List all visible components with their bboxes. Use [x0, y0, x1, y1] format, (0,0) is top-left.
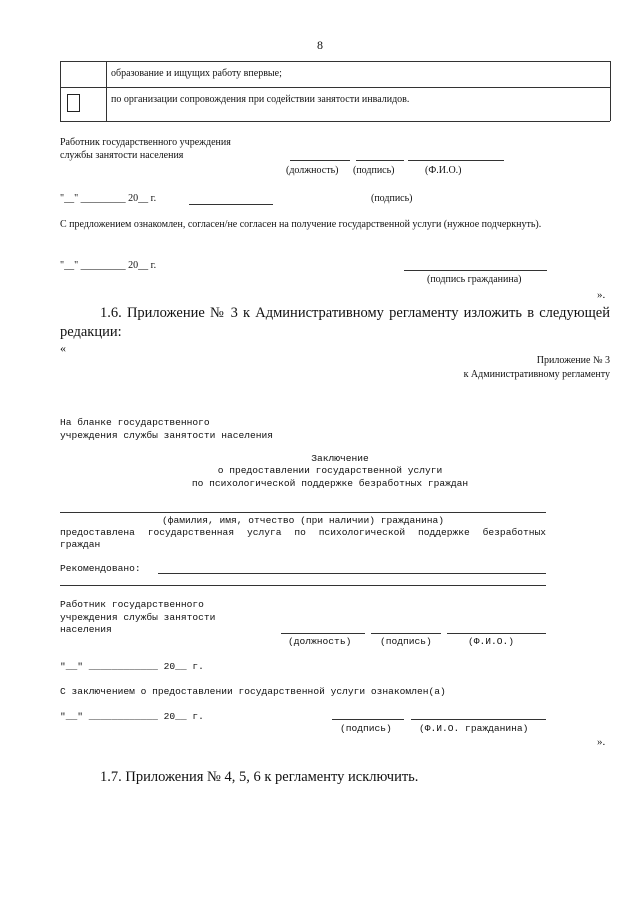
caption-signature: (подпись)	[380, 636, 432, 647]
caption-signature: (подпись)	[371, 193, 413, 204]
signature-line	[332, 719, 404, 720]
fio-line	[408, 160, 504, 161]
recommendation-line	[158, 573, 546, 574]
paragraph-1-7: 1.7. Приложения № 4, 5, 6 к регламенту исключить.	[100, 769, 419, 785]
acquainted-text: С заключением о предоставлении государственной услуги ознакомлен(а)	[60, 686, 446, 697]
worker-label: Работник государственного	[60, 599, 204, 610]
appendix-number: Приложение № 3	[536, 355, 610, 366]
signature-line	[356, 160, 404, 161]
opening-quote: «	[60, 341, 66, 355]
caption-signature: (подпись)	[340, 723, 392, 734]
table-row-text: по организации сопровождения при содействии занятости инвалидов.	[111, 94, 410, 105]
worker-label: учреждения службы занятости	[60, 612, 216, 623]
date-field: "__" _________ 20__ г.	[60, 260, 157, 271]
caption-fio: (Ф.И.О.)	[425, 165, 462, 176]
checkbox[interactable]	[67, 94, 80, 112]
caption-fio: (фамилия, имя, отчество (при наличии) гражданина)	[161, 515, 445, 526]
citizen-signature-line	[404, 270, 547, 271]
caption-position: (должность)	[286, 165, 339, 176]
position-line	[290, 160, 350, 161]
closing-quote: ».	[597, 289, 606, 301]
page-number: 8	[317, 38, 323, 52]
paragraph-1-6: 1.6. Приложение № 3 к Административному регламенту изложить в следующей редакции:	[60, 305, 610, 340]
citizen-fio-line	[411, 719, 546, 720]
signature-line	[371, 633, 441, 634]
caption-position: (должность)	[288, 636, 352, 647]
table-row-text: образование и ищущих работу впервые;	[111, 68, 282, 79]
blank-label: учреждения службы занятости населения	[60, 430, 274, 441]
caption-fio: (Ф.И.О.)	[468, 636, 515, 647]
caption-signature: (подпись)	[353, 165, 395, 176]
signature-line	[189, 204, 273, 205]
date-field: "__" _________ 20__ г.	[60, 193, 157, 204]
fio-line	[447, 633, 546, 634]
closing-quote: ».	[597, 736, 606, 748]
consent-text: С предложением ознакомлен, согласен/не согласен на получение государственной услуги (нужное подчеркнуть).	[60, 219, 542, 230]
recommendation-line	[60, 585, 546, 586]
form-title: по психологической поддержке безработных граждан	[191, 478, 469, 489]
provided-text: предоставлена государственная услуга по психологической поддержке безработных граждан	[60, 527, 546, 550]
position-line	[281, 633, 365, 634]
form-title: Заключение	[311, 453, 369, 464]
form-title: о предоставлении государственной услуги	[217, 465, 443, 476]
date-field: "__" ____________ 20__ г.	[60, 661, 204, 672]
recommended-label: Рекомендовано:	[60, 563, 141, 574]
caption-citizen-signature: (подпись гражданина)	[427, 274, 522, 285]
worker-label: службы занятости населения	[60, 150, 184, 161]
worker-label: населения	[60, 624, 112, 635]
date-field: "__" ____________ 20__ г.	[60, 711, 204, 722]
caption-citizen-fio: (Ф.И.О. гражданина)	[419, 723, 529, 734]
blank-label: На бланке государственного	[60, 417, 210, 428]
fio-line	[60, 512, 546, 513]
appendix-regulation: к Административному регламенту	[463, 369, 610, 380]
worker-label: Работник государственного учреждения	[60, 137, 231, 148]
